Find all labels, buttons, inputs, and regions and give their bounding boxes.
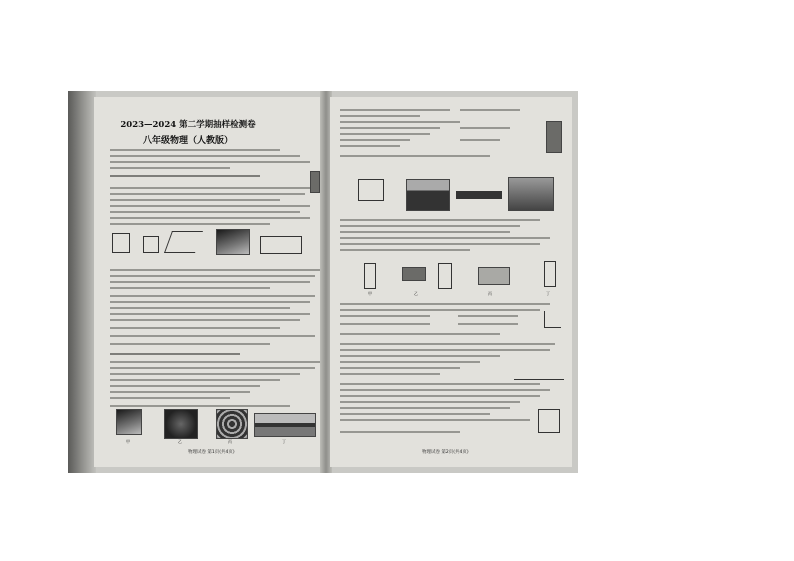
text-line xyxy=(340,349,550,351)
text-line xyxy=(340,355,500,357)
figure-cart xyxy=(402,267,426,281)
figure-label: 乙 xyxy=(178,439,182,444)
figure-sketch xyxy=(112,233,130,253)
text-line xyxy=(340,115,420,117)
page-footer-left: 物理试卷 第1页(共4页) xyxy=(188,450,235,455)
figure-photo xyxy=(508,177,554,211)
text-line xyxy=(340,413,490,415)
text-line xyxy=(110,269,320,271)
figure-photo xyxy=(116,409,142,435)
text-line xyxy=(340,431,460,433)
text-line xyxy=(460,127,510,129)
text-line xyxy=(110,295,315,297)
text-line xyxy=(340,315,430,317)
text-line xyxy=(340,383,540,385)
text-line xyxy=(460,139,500,141)
figure-incline xyxy=(514,367,564,380)
text-line xyxy=(110,301,310,303)
text-line xyxy=(110,379,280,381)
text-line xyxy=(110,187,310,189)
text-line xyxy=(340,401,520,403)
figure-photo xyxy=(216,229,250,255)
text-line xyxy=(340,303,550,305)
figure-photo xyxy=(254,413,316,437)
figure-label: 乙 xyxy=(414,291,418,296)
figure-person-scale xyxy=(546,121,562,153)
text-line xyxy=(340,145,400,147)
text-line xyxy=(460,109,520,111)
text-line xyxy=(110,335,315,337)
text-line xyxy=(340,243,540,245)
figure-photo xyxy=(406,179,450,211)
text-line xyxy=(110,167,230,169)
figure-photo xyxy=(164,409,198,439)
text-line xyxy=(110,353,240,355)
text-line xyxy=(340,249,470,251)
figure-sketch xyxy=(544,311,561,328)
page-footer-right: 物理试卷 第2页(共4页) xyxy=(422,450,469,455)
text-line xyxy=(110,327,280,329)
text-line xyxy=(110,217,310,219)
text-line xyxy=(110,367,315,369)
figure-sketch xyxy=(143,236,159,253)
text-line xyxy=(110,149,280,151)
text-line xyxy=(110,397,230,399)
text-line xyxy=(340,407,510,409)
text-line xyxy=(110,199,280,201)
text-line xyxy=(110,175,260,177)
figure-airplane xyxy=(456,191,502,199)
text-line xyxy=(340,121,460,123)
figure-photo xyxy=(478,267,510,285)
figure-label: 甲 xyxy=(368,291,372,296)
text-line xyxy=(340,225,520,227)
figure-sketch xyxy=(544,261,556,287)
text-line xyxy=(458,323,518,325)
exam-title: 2023—2024 第二学期抽样检测卷 xyxy=(120,120,256,130)
text-line xyxy=(340,389,550,391)
text-line xyxy=(340,343,555,345)
text-line xyxy=(110,161,310,163)
figure-sketch xyxy=(538,409,560,433)
text-line xyxy=(110,155,300,157)
text-line xyxy=(340,395,540,397)
text-line xyxy=(110,211,300,213)
text-line xyxy=(340,133,430,135)
text-line xyxy=(340,361,480,363)
figure-label: 丁 xyxy=(546,291,550,296)
figure-thermometer xyxy=(310,171,320,193)
text-line xyxy=(458,315,518,317)
text-line xyxy=(110,343,270,345)
text-line xyxy=(340,309,540,311)
text-line xyxy=(110,287,270,289)
text-line xyxy=(340,323,430,325)
figure-sketch xyxy=(358,179,384,201)
text-line xyxy=(340,373,440,375)
text-line xyxy=(110,373,300,375)
text-line xyxy=(110,361,320,363)
text-line xyxy=(340,109,450,111)
text-line xyxy=(110,193,305,195)
figure-label: 甲 xyxy=(126,439,130,444)
text-line xyxy=(340,419,530,421)
text-line xyxy=(110,205,310,207)
text-line xyxy=(340,139,410,141)
figure-label: 丁 xyxy=(282,439,286,444)
text-line xyxy=(340,333,500,335)
figure-sketch xyxy=(364,263,376,289)
margin-mark xyxy=(74,201,86,209)
scanned-exam-sheet xyxy=(68,91,578,473)
exam-subtitle: 八年级物理（人教版） xyxy=(142,136,233,146)
text-line xyxy=(340,367,460,369)
text-line xyxy=(110,385,260,387)
text-line xyxy=(110,319,300,321)
figure-label: 丙 xyxy=(228,439,232,444)
text-line xyxy=(110,391,250,393)
text-line xyxy=(340,155,490,157)
figure-label: 丙 xyxy=(488,291,492,296)
text-line xyxy=(110,405,290,407)
figure-sketch xyxy=(260,236,302,254)
figure-photo xyxy=(216,409,248,439)
text-line xyxy=(340,237,550,239)
text-line xyxy=(110,307,290,309)
text-line xyxy=(340,231,510,233)
text-line xyxy=(110,275,315,277)
text-line xyxy=(110,281,310,283)
text-line xyxy=(110,223,270,225)
figure-sketch xyxy=(438,263,452,289)
text-line xyxy=(110,313,310,315)
text-line xyxy=(340,127,440,129)
text-line xyxy=(340,219,540,221)
